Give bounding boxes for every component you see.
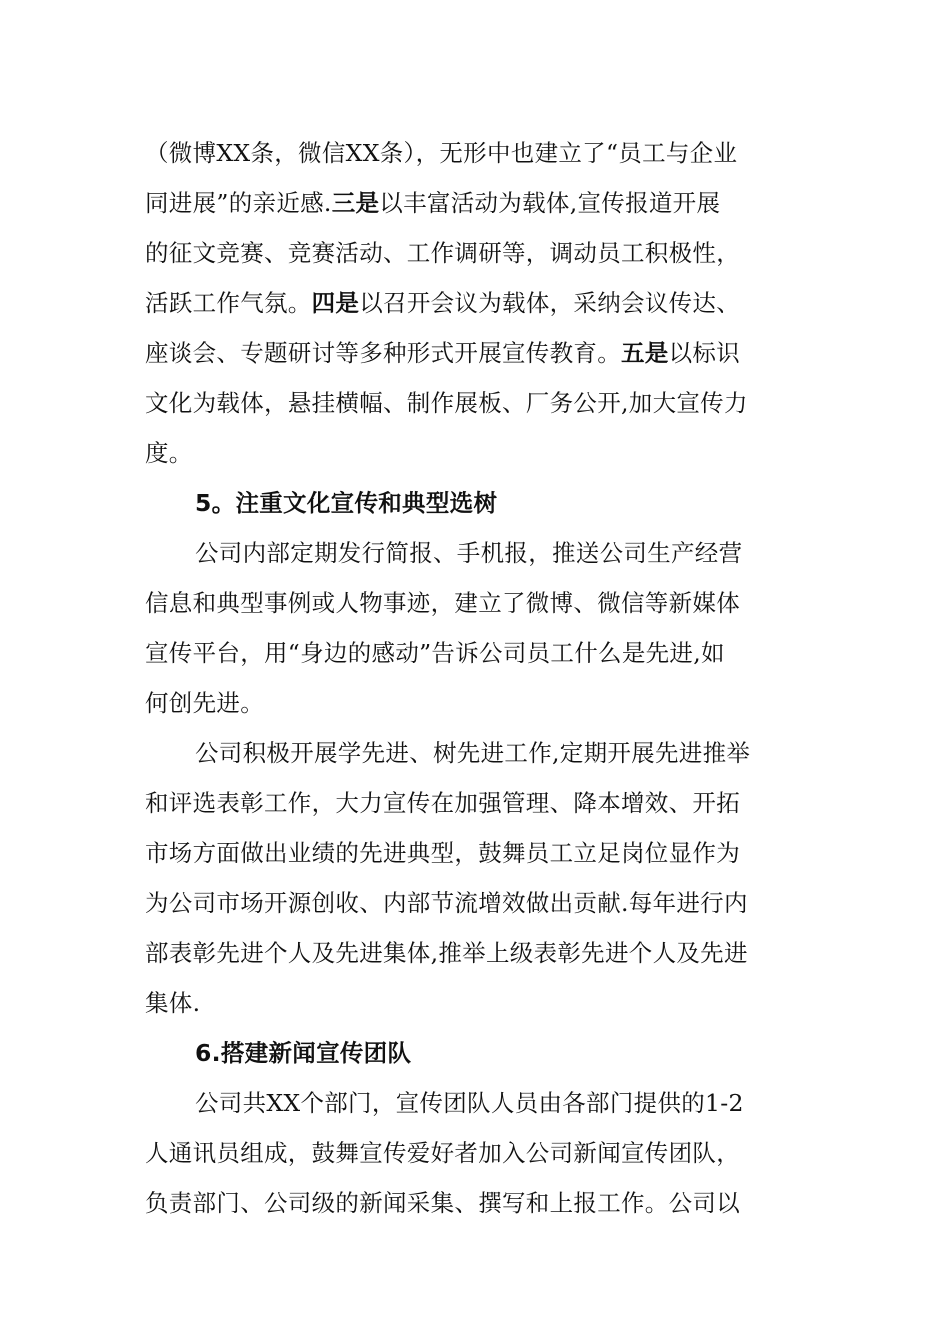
paragraph-line: 何创先进。 — [145, 689, 264, 717]
paragraph-line — [145, 328, 810, 378]
paragraph-line — [145, 178, 810, 228]
text-run: 同进展”的亲近感. — [145, 189, 332, 217]
paragraph-line: 集体. — [145, 989, 201, 1017]
paragraph-line: 部表彰先进个人及先进集体,推举上级表彰先进个人及先进 — [145, 939, 748, 967]
paragraph-line — [145, 378, 810, 428]
text-run: 座谈会、专题研讨等多种形式开展宣传教育。 — [145, 339, 621, 367]
section-5-heading: 5。注重文化宣传和典型选树 — [195, 489, 498, 517]
paragraph-line: 公司积极开展学先进、树先进工作,定期开展先进推举 — [195, 739, 751, 767]
text-run: 以丰富活动为载体,宣传报道开展 — [379, 189, 721, 217]
emphasis-wu-shi: 五是 — [621, 339, 669, 367]
paragraph-line — [145, 428, 810, 478]
paragraph-line: 宣传平台，用“身边的感动”告诉公司员工什么是先进,如 — [145, 639, 725, 667]
emphasis-san-shi: 三是 — [331, 189, 380, 217]
text-run: 活跃工作气氛。 — [145, 289, 312, 317]
emphasis-si-shi: 四是 — [311, 289, 360, 317]
text-run: 度。 — [145, 439, 193, 467]
paragraph-line: 负责部门、公司级的新闻采集、撰写和上报工作。公司以 — [145, 1189, 740, 1217]
text-run: 以召开会议为载体，采纳会议传达、 — [359, 289, 741, 317]
paragraph-line — [145, 228, 810, 278]
text-run: 的征文竞赛、竞赛活动、工作调研等，调动员工积极性， — [145, 239, 740, 267]
paragraph-line: 为公司市场开源创收、内部节流增效做出贡献.每年进行内 — [145, 889, 748, 917]
text-run: （微博XX条，微信XX条），无形中也建立了“员工与企业 — [145, 139, 738, 167]
paragraph-line: 市场方面做出业绩的先进典型，鼓舞员工立足岗位显作为 — [145, 839, 740, 867]
paragraph-line — [145, 278, 810, 328]
paragraph-line: 公司共XX个部门，宣传团队人员由各部门提供的1-2 — [195, 1089, 744, 1117]
section-6-heading: 6.搭建新闻宣传团队 — [195, 1039, 412, 1067]
text-run: 文化为载体，悬挂横幅、制作展板、厂务公开,加大宣传力 — [145, 389, 748, 417]
paragraph-line: 和评选表彰工作，大力宣传在加强管理、降本增效、开拓 — [145, 789, 740, 817]
document-page — [145, 128, 810, 1228]
text-run: 以标识 — [668, 339, 741, 367]
paragraph-line: 公司内部定期发行简报、手机报，推送公司生产经营 — [195, 539, 743, 567]
paragraph-line — [145, 128, 810, 178]
paragraph-line: 信息和典型事例或人物事迹，建立了微博、微信等新媒体 — [145, 589, 740, 617]
paragraph-line: 人通讯员组成，鼓舞宣传爱好者加入公司新闻宣传团队， — [145, 1139, 740, 1167]
